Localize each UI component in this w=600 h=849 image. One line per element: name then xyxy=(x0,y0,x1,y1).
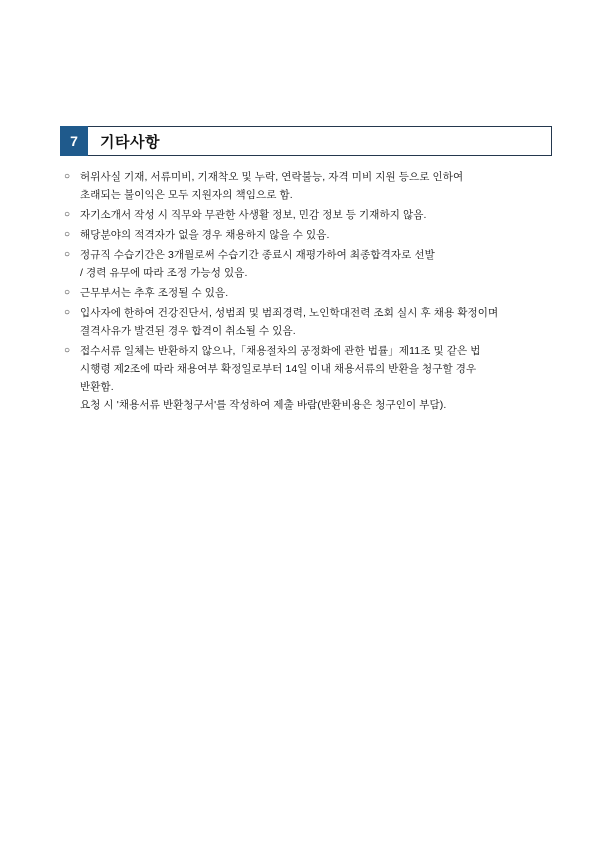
notes-list xyxy=(64,168,559,416)
list-item-line: 초래되는 불이익은 모두 지원자의 책임으로 함. xyxy=(80,189,293,201)
list-item-line: 정규직 수습기간은 3개월로써 수습기간 종료시 재평가하여 최종합격자로 선발 xyxy=(80,249,435,261)
list-item-line: 근무부서는 추후 조정될 수 있음. xyxy=(80,287,229,299)
circle-bullet-icon: ○ xyxy=(64,307,71,318)
list-item-line: / 경력 유무에 따라 조정 가능성 있음. xyxy=(80,267,248,279)
list-item xyxy=(64,206,559,224)
list-item-line: 접수서류 일체는 반환하지 않으나,「채용절차의 공정화에 관한 법률」제11조 및 같은 법 xyxy=(80,345,481,357)
list-item xyxy=(64,246,559,282)
list-item-line: 결격사유가 발견된 경우 합격이 취소될 수 있음. xyxy=(80,325,296,337)
list-item-text xyxy=(80,246,559,282)
list-item-line: 시행령 제2조에 따라 채용여부 확정일로부터 14일 이내 채용서류의 반환을 청구할 경우 xyxy=(80,363,477,375)
list-item-text xyxy=(80,304,559,340)
circle-bullet-icon: ○ xyxy=(64,209,71,220)
list-item-line: 허위사실 기재, 서류미비, 기재착오 및 누락, 연락불능, 자격 미비 지원 등으로 인하여 xyxy=(80,171,464,183)
list-item xyxy=(64,226,559,244)
list-item xyxy=(64,168,559,204)
list-item-line: 해당분야의 적격자가 없을 경우 채용하지 않을 수 있음. xyxy=(80,229,330,241)
circle-bullet-icon: ○ xyxy=(64,249,71,260)
list-item-text xyxy=(80,226,559,244)
section-number-text: 7 xyxy=(70,133,78,149)
list-item-line: 입사자에 한하여 건강진단서, 성범죄 및 범죄경력, 노인학대전력 조회 실시 후 채용 확정이며 xyxy=(80,307,499,319)
list-item-text xyxy=(80,168,559,204)
list-item-text xyxy=(80,206,559,224)
list-item xyxy=(64,304,559,340)
circle-bullet-icon: ○ xyxy=(64,345,71,356)
circle-bullet-icon: ○ xyxy=(64,171,71,182)
list-item xyxy=(64,284,559,302)
list-item-text xyxy=(80,342,559,414)
circle-bullet-icon: ○ xyxy=(64,287,71,298)
list-item-line: 자기소개서 작성 시 직무와 무관한 사생활 정보, 민감 정보 등 기재하지 않음. xyxy=(80,209,427,221)
section-title-box xyxy=(88,126,552,156)
list-item xyxy=(64,342,559,414)
section-header xyxy=(60,126,552,156)
page-title: 기타사항 xyxy=(100,133,160,151)
circle-bullet-icon: ○ xyxy=(64,229,71,240)
section-number-badge xyxy=(60,126,88,156)
list-item-line: 반환함. xyxy=(80,381,114,393)
list-item-text xyxy=(80,284,559,302)
list-item-line: 요청 시 '채용서류 반환청구서'를 작성하여 제출 바람(반환비용은 청구인이 부담). xyxy=(80,399,447,411)
